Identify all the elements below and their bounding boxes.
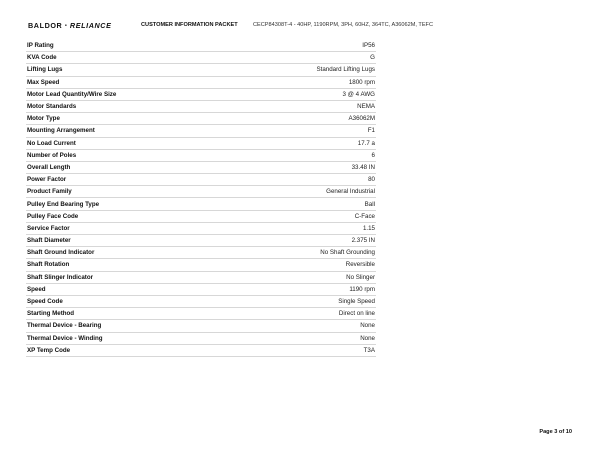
spec-value: Single Speed <box>338 298 375 306</box>
spec-row <box>26 272 376 284</box>
spec-value: 6 <box>371 151 375 159</box>
spec-value: T3A <box>363 346 375 354</box>
spec-row <box>26 198 376 210</box>
spec-row <box>26 89 376 101</box>
spec-row <box>26 52 376 64</box>
spec-label: Number of Poles <box>27 151 77 159</box>
spec-row <box>26 345 376 357</box>
spec-value: NEMA <box>357 103 375 111</box>
spec-label: Power Factor <box>27 176 67 184</box>
spec-label: XP Temp Code <box>27 346 71 354</box>
packet-title: CUSTOMER INFORMATION PACKET <box>141 22 238 28</box>
spec-row <box>26 150 376 162</box>
spec-value: Ball <box>364 200 375 208</box>
spec-label: KVA Code <box>27 54 57 62</box>
spec-value: 1.15 <box>362 224 375 232</box>
page-header <box>28 18 580 32</box>
spec-value: A36062M <box>348 115 375 123</box>
spec-label: Service Factor <box>27 224 70 232</box>
spec-row <box>26 77 376 89</box>
spec-value: 17.7 a <box>357 139 375 147</box>
spec-label: Motor Standards <box>27 103 77 111</box>
spec-label: Starting Method <box>27 310 75 318</box>
spec-label: Product Family <box>27 188 72 196</box>
spec-row <box>26 333 376 345</box>
spec-label: Shaft Diameter <box>27 237 71 245</box>
spec-value: 1190 rpm <box>349 285 375 293</box>
spec-row <box>26 308 376 320</box>
brand-logo <box>28 21 141 30</box>
spec-value: F1 <box>367 127 375 135</box>
spec-row <box>26 320 376 332</box>
spec-value: General Industrial <box>326 188 375 196</box>
spec-label: Lifting Lugs <box>27 66 63 74</box>
spec-row <box>26 247 376 259</box>
spec-label: Overall Length <box>27 163 71 171</box>
spec-value: Direct on line <box>338 310 375 318</box>
spec-table <box>26 40 376 357</box>
spec-label: Pulley Face Code <box>27 212 79 220</box>
spec-row <box>26 259 376 271</box>
spec-label: Mounting Arrangement <box>27 127 95 135</box>
spec-row <box>26 223 376 235</box>
spec-value: Reversible <box>345 261 375 269</box>
spec-row <box>26 125 376 137</box>
spec-value: Standard Lifting Lugs <box>316 66 375 74</box>
spec-label: Shaft Rotation <box>27 261 70 269</box>
spec-label: No Load Current <box>27 139 76 147</box>
spec-row <box>26 186 376 198</box>
brand-separator: • <box>64 22 68 29</box>
spec-value: 1800 rpm <box>348 78 375 86</box>
product-description: CECP84308T-4 - 40HP, 1190RPM, 3PH, 60HZ, 364TC, A36062M, TEFC <box>253 22 434 28</box>
spec-value: No Slinger <box>346 273 375 281</box>
page-number: Page 3 of 10 <box>539 429 572 435</box>
spec-label: Shaft Slinger Indicator <box>27 273 94 281</box>
spec-value: None <box>360 322 375 330</box>
spec-row <box>26 296 376 308</box>
spec-label: Speed <box>27 285 46 293</box>
spec-value: IP56 <box>362 42 375 50</box>
spec-label: Thermal Device - Winding <box>27 334 103 342</box>
spec-label: IP Rating <box>27 42 54 50</box>
spec-value: None <box>360 334 375 342</box>
spec-value: 2.375 IN <box>351 237 375 245</box>
spec-row <box>26 113 376 125</box>
spec-label: Speed Code <box>27 298 63 306</box>
spec-row <box>26 235 376 247</box>
spec-row <box>26 211 376 223</box>
spec-value: 80 <box>368 176 375 184</box>
spec-value: C-Face <box>354 212 375 220</box>
spec-label: Pulley End Bearing Type <box>27 200 100 208</box>
spec-row <box>26 101 376 113</box>
spec-row <box>26 138 376 150</box>
spec-value: G <box>370 54 375 62</box>
spec-row <box>26 40 376 52</box>
spec-label: Motor Type <box>27 115 60 123</box>
spec-label: Shaft Ground Indicator <box>27 249 95 257</box>
spec-value: 3 @ 4 AWG <box>342 90 375 98</box>
spec-value: 33.48 IN <box>351 163 375 171</box>
spec-row <box>26 174 376 186</box>
spec-row <box>26 284 376 296</box>
spec-label: Thermal Device - Bearing <box>27 322 102 330</box>
spec-row <box>26 162 376 174</box>
spec-value: No Shaft Grounding <box>320 249 375 257</box>
brand-main: BALDOR <box>28 20 63 30</box>
spec-label: Max Speed <box>27 78 60 86</box>
brand-sub: RELIANCE <box>69 20 112 30</box>
spec-label: Motor Lead Quantity/Wire Size <box>27 90 117 98</box>
spec-row <box>26 64 376 76</box>
